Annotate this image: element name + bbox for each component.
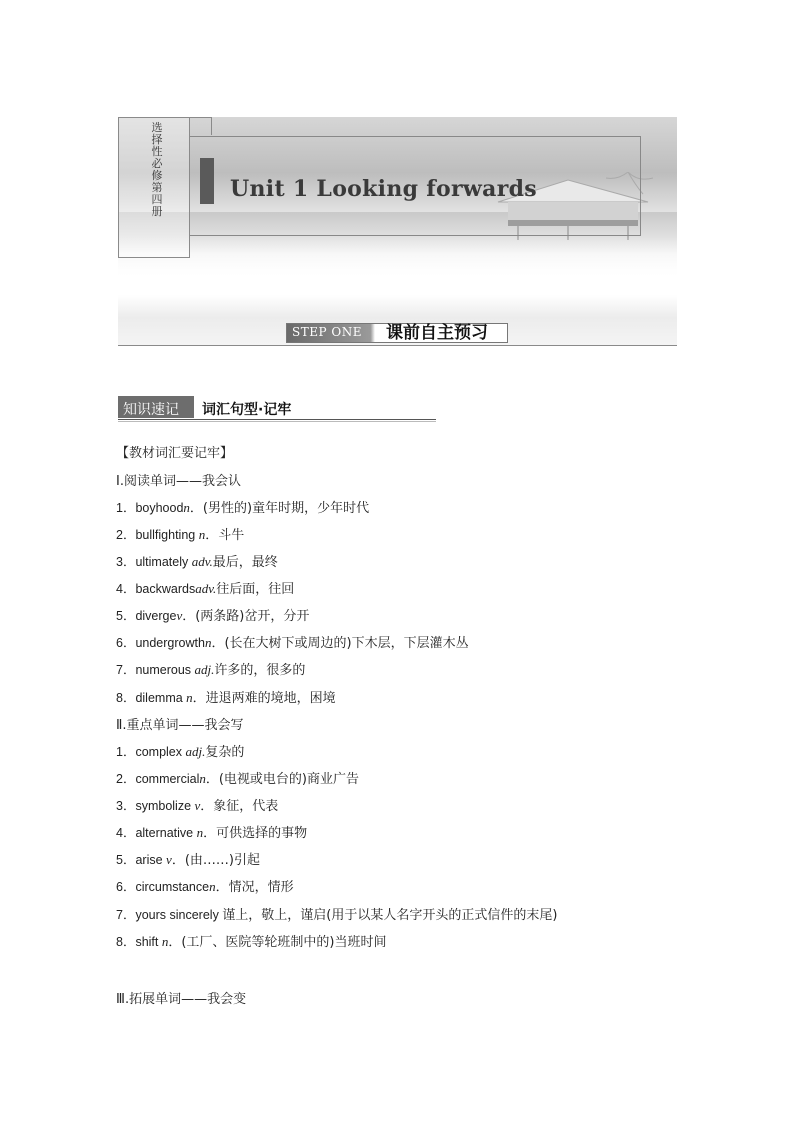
item-meaning: ．(长在大树下或周边的)下木层，下层灌木丛 — [211, 636, 469, 651]
item-pos: adj. — [185, 744, 206, 759]
item-pos: n — [186, 690, 193, 705]
banner-fade — [118, 237, 677, 277]
vocab-item — [116, 551, 278, 570]
vocab-item — [116, 687, 336, 706]
item-word: yours sincerely — [135, 908, 223, 922]
vocab-item — [116, 849, 260, 868]
item-number: 3． — [116, 799, 136, 813]
item-meaning: 最后，最终 — [212, 555, 278, 570]
section-underline — [118, 419, 436, 420]
unit-title: Unit 1 Looking forwards — [230, 176, 537, 202]
item-pos: n — [198, 527, 206, 542]
item-pos: adv. — [191, 554, 213, 569]
vocabulary-heading: 【教材词汇要记牢】 — [116, 446, 234, 461]
item-meaning: ．(电视或电台的)商业广告 — [205, 772, 360, 787]
vocab-item — [116, 795, 278, 814]
series-box-top-line — [119, 117, 211, 118]
item-meaning: 复杂的 — [205, 745, 245, 760]
item-meaning: ．(工厂、医院等轮班制中的)当班时间 — [168, 935, 387, 950]
item-number: 4． — [116, 826, 136, 840]
item-word: commercial — [135, 772, 200, 786]
item-word: arise — [135, 853, 167, 867]
item-word: circumstance — [135, 880, 210, 894]
item-word: ultimately — [135, 555, 192, 569]
item-meaning: ．(男性的)童年时期，少年时代 — [189, 501, 370, 516]
item-pos: n — [183, 500, 190, 515]
vocab-item — [116, 741, 244, 760]
series-box-tick — [211, 117, 212, 135]
item-meaning: ．(两条路)岔开，分开 — [182, 609, 310, 624]
item-meaning: ．进退两难的境地，困境 — [192, 691, 336, 706]
item-word: undergrowth — [135, 636, 205, 650]
section-title: 词汇句型·记牢 — [202, 402, 292, 418]
vocab-item — [116, 578, 294, 597]
item-pos: n — [204, 635, 212, 650]
item-number: 8． — [116, 935, 136, 949]
title-accent-bar — [200, 158, 214, 204]
item-pos: n — [199, 771, 206, 786]
item-word: diverge — [135, 609, 177, 623]
vocab-item — [116, 659, 305, 678]
item-pos: adv. — [195, 581, 217, 596]
section-tag: 知识速记 — [123, 402, 179, 418]
step-divider — [118, 345, 677, 346]
item-number: 2． — [116, 528, 136, 542]
vocab-item — [116, 524, 244, 543]
vocab-item — [116, 497, 369, 516]
group-title: Ⅲ.拓展单词——我会变 — [116, 992, 247, 1007]
item-number: 5． — [116, 853, 136, 867]
item-word: backwards — [135, 582, 196, 596]
item-number: 2． — [116, 772, 136, 786]
item-number: 5． — [116, 609, 136, 623]
item-word: bullfighting — [135, 528, 199, 542]
item-number: 1． — [116, 501, 136, 515]
item-meaning: 许多的，很多的 — [214, 663, 306, 678]
item-meaning: ．可供选择的事物 — [203, 826, 308, 841]
vocab-item — [116, 822, 307, 841]
item-number: 1． — [116, 745, 136, 759]
item-pos: v — [194, 798, 201, 813]
vocab-item — [116, 931, 387, 950]
item-meaning: ．象征，代表 — [200, 799, 279, 814]
item-meaning: ．情况，情形 — [215, 880, 294, 895]
item-word: numerous — [135, 663, 195, 677]
item-number: 7． — [116, 663, 136, 677]
item-meaning: 谨上，敬上，谨启(用于以某人名字开头的正式信件的末尾) — [222, 908, 558, 923]
item-meaning: ．(由……)引起 — [171, 853, 260, 868]
item-pos: n — [209, 879, 216, 894]
item-number: 6． — [116, 880, 136, 894]
item-meaning: 往后面，往回 — [216, 582, 295, 597]
section-underline-light — [118, 421, 436, 422]
vocab-item — [116, 605, 309, 624]
item-word: alternative — [135, 826, 197, 840]
vocab-item — [116, 876, 294, 895]
item-pos: n — [196, 825, 204, 840]
step-english-label: STEP ONE — [292, 325, 362, 339]
item-pos: adj. — [194, 662, 215, 677]
step-chinese-label: 课前自主预习 — [386, 323, 488, 343]
item-number: 7． — [116, 908, 136, 922]
item-word: shift — [135, 935, 162, 949]
item-word: boyhood — [135, 501, 184, 515]
vocab-item — [116, 904, 557, 923]
series-label: 选择性必修第四册 — [151, 121, 163, 218]
item-number: 4． — [116, 582, 136, 596]
group-title: Ⅰ.阅读单词——我会认 — [116, 474, 241, 489]
group-title: Ⅱ.重点单词——我会写 — [116, 718, 244, 733]
item-number: 3． — [116, 555, 136, 569]
vocab-item — [116, 768, 359, 787]
item-number: 6． — [116, 636, 136, 650]
item-meaning: ．斗牛 — [205, 528, 245, 543]
item-pos: n — [161, 934, 169, 949]
item-word: symbolize — [135, 799, 195, 813]
item-pos: v — [176, 608, 183, 623]
item-pos: v — [166, 852, 172, 867]
item-word: dilemma — [135, 691, 187, 705]
item-word: complex — [135, 745, 186, 759]
vocab-item — [116, 632, 469, 651]
item-number: 8． — [116, 691, 136, 705]
